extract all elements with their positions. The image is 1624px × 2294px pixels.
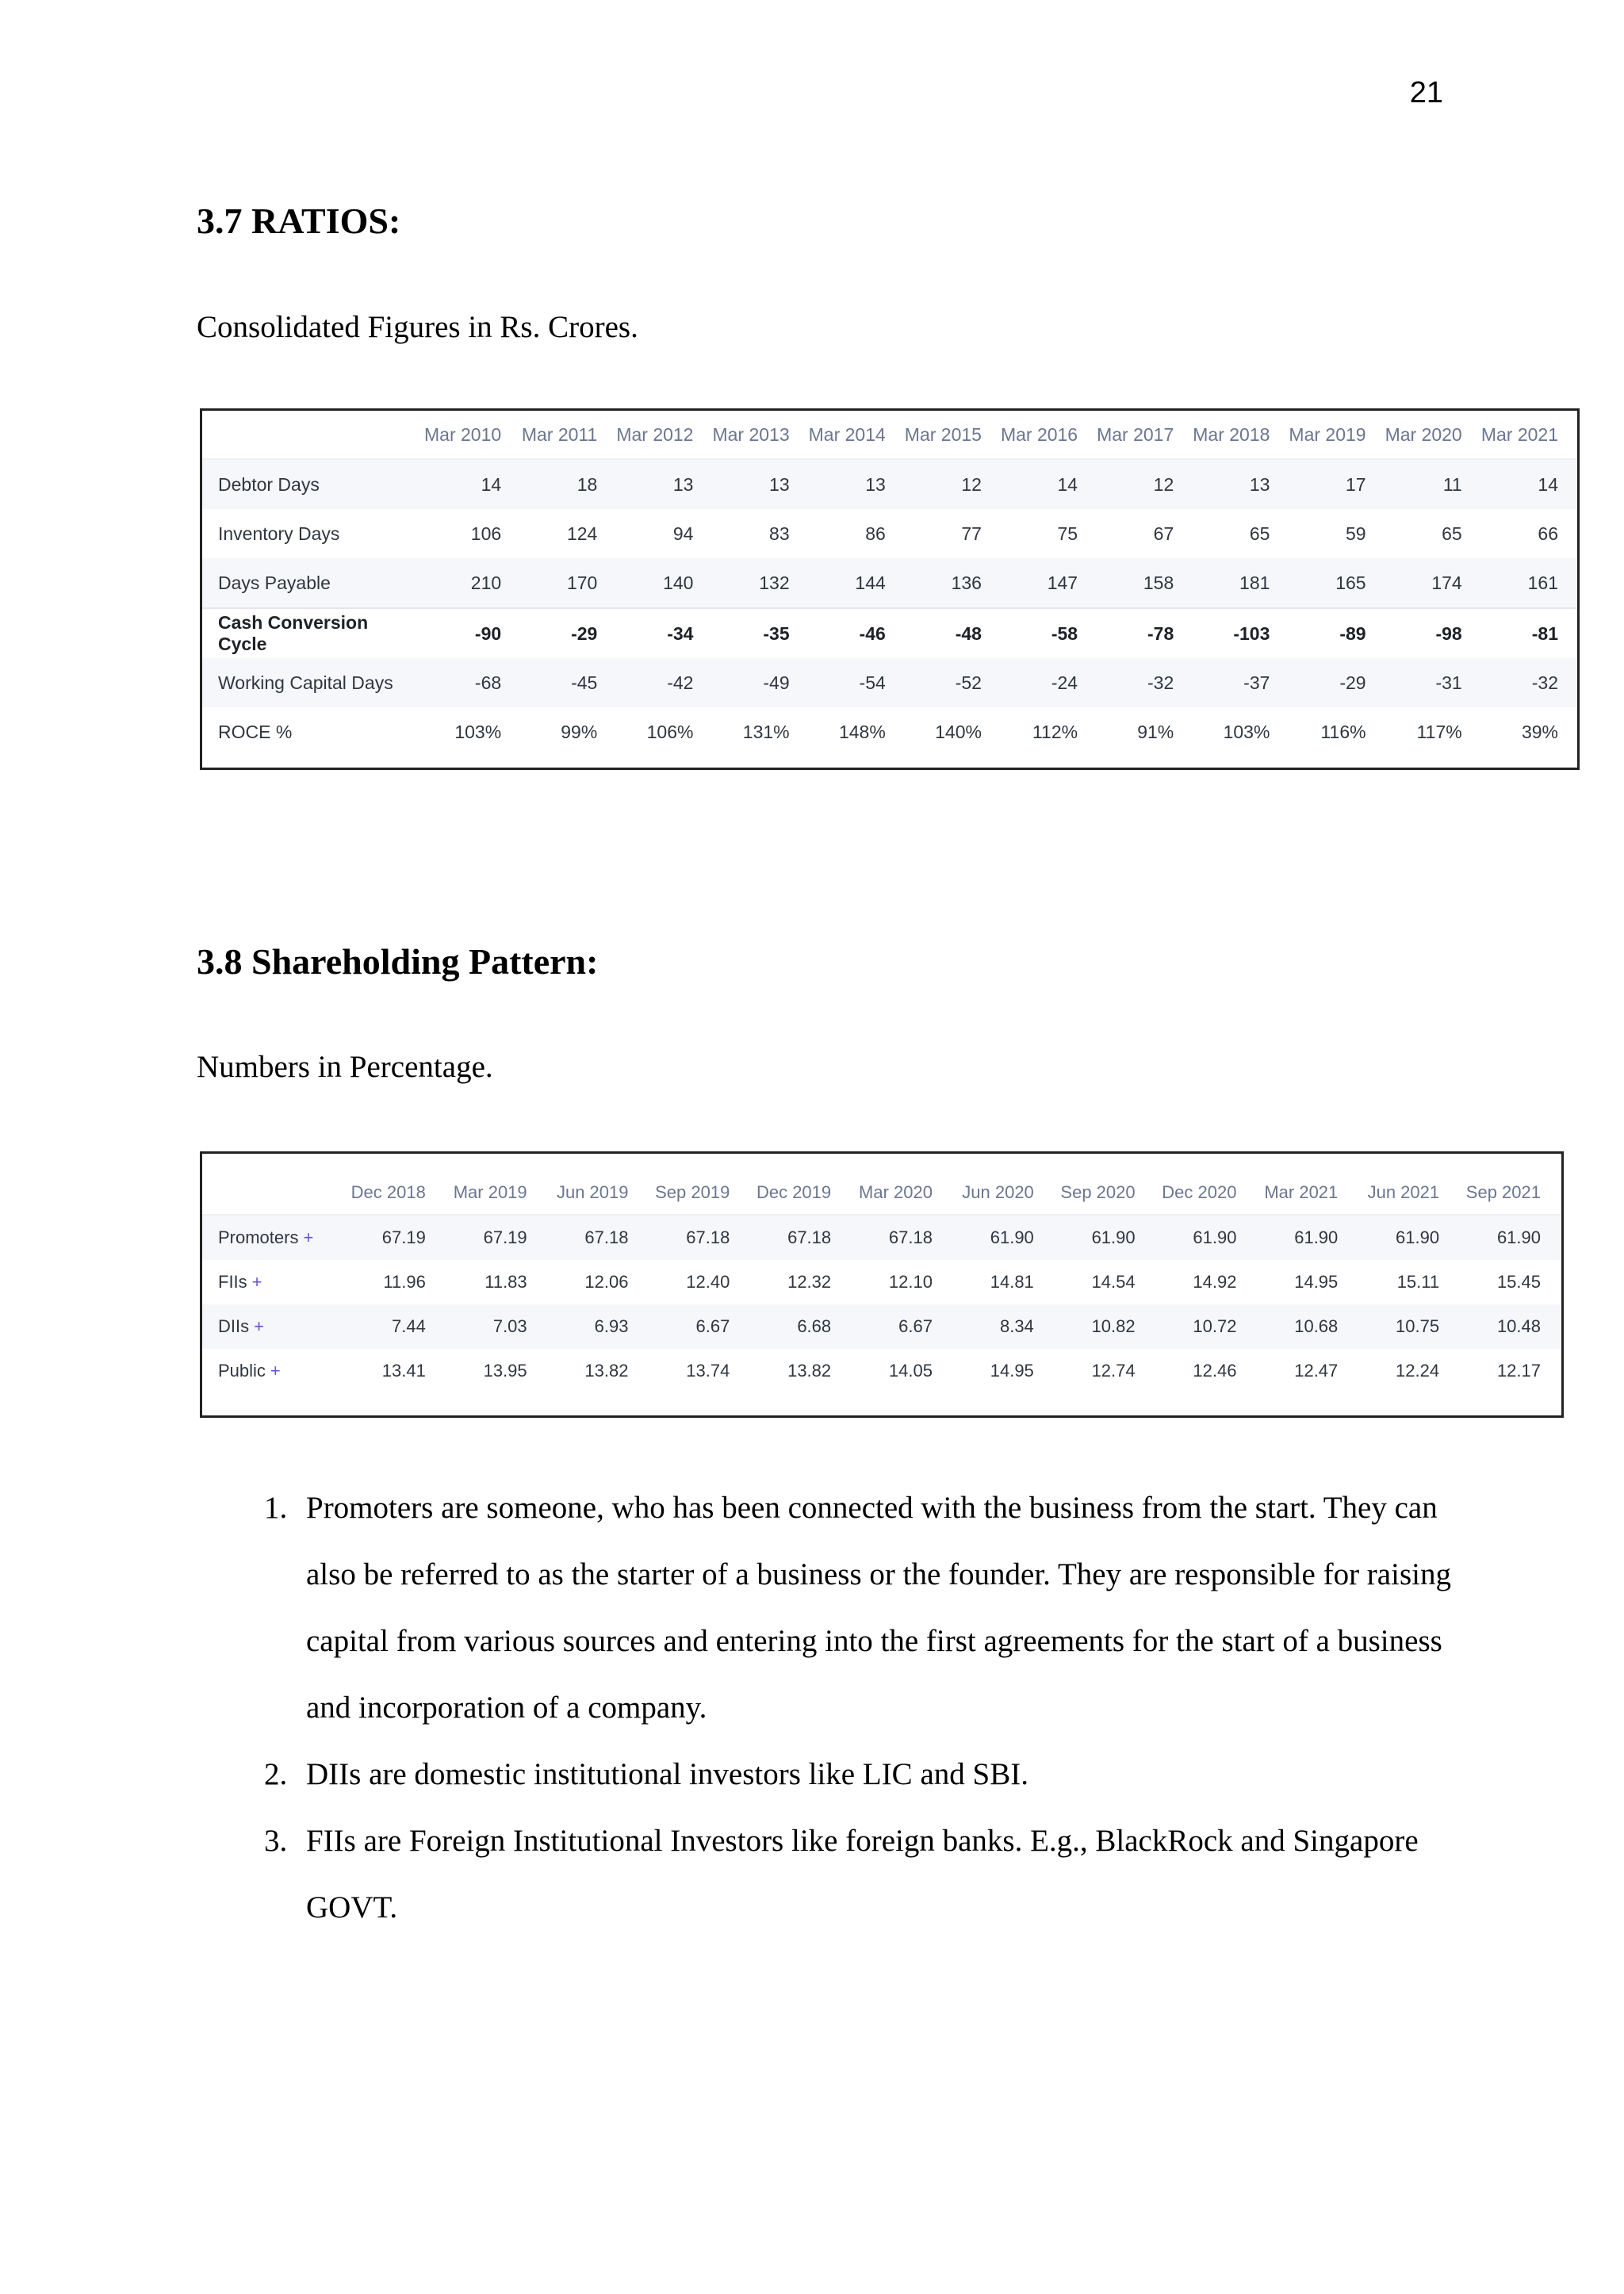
ratios-cell: 174 bbox=[1385, 558, 1481, 608]
ratios-row-label-text: Inventory Days bbox=[218, 523, 340, 544]
ratios-column-header: Mar 2021 bbox=[1481, 411, 1577, 459]
shareholding-column-header: Sep 2021 bbox=[1460, 1171, 1561, 1215]
ratios-cell: -31 bbox=[1385, 658, 1481, 707]
ratios-column-header: Mar 2011 bbox=[520, 411, 616, 459]
shareholding-cell: 67.18 bbox=[548, 1215, 649, 1260]
expand-plus-icon[interactable]: + bbox=[251, 1272, 262, 1292]
ratios-row-label bbox=[202, 608, 424, 658]
shareholding-cell: 12.32 bbox=[750, 1260, 852, 1304]
shareholding-cell: 61.90 bbox=[1358, 1215, 1460, 1260]
shareholding-cell: 67.19 bbox=[446, 1215, 548, 1260]
shareholding-cell: 12.47 bbox=[1257, 1349, 1358, 1393]
shareholding-table-frame bbox=[200, 1151, 1564, 1418]
shareholding-cell: 13.95 bbox=[446, 1349, 548, 1393]
shareholding-cell: 12.46 bbox=[1156, 1349, 1258, 1393]
shareholding-cell: 6.67 bbox=[852, 1304, 953, 1349]
shareholding-cell: 7.44 bbox=[345, 1304, 446, 1349]
shareholding-cell: 61.90 bbox=[1055, 1215, 1156, 1260]
ratios-row-label bbox=[202, 558, 424, 608]
shareholding-column-header: Mar 2020 bbox=[852, 1171, 953, 1215]
shareholding-row-label-text: Public bbox=[218, 1361, 266, 1381]
shareholding-heading: 3.8 Shareholding Pattern: bbox=[197, 941, 599, 982]
shareholding-cell: 67.19 bbox=[345, 1215, 446, 1260]
ratios-row-label-text: Days Payable bbox=[218, 572, 331, 593]
ratios-row bbox=[202, 707, 1577, 756]
ratios-column-header: Mar 2018 bbox=[1193, 411, 1289, 459]
ratios-cell: 13 bbox=[1193, 459, 1289, 509]
ratios-row-label-text: Cash Conversion Cycle bbox=[218, 612, 369, 654]
shareholding-cell: 61.90 bbox=[1460, 1215, 1561, 1260]
shareholding-row-label[interactable] bbox=[202, 1304, 345, 1349]
ratios-cell: -29 bbox=[520, 608, 616, 658]
ratios-cell: -37 bbox=[1193, 658, 1289, 707]
expand-plus-icon[interactable]: + bbox=[254, 1316, 264, 1336]
ratios-cell: 13 bbox=[616, 459, 712, 509]
shareholding-cell: 67.18 bbox=[750, 1215, 852, 1260]
ratios-table bbox=[202, 411, 1577, 756]
shareholding-column-header: Jun 2021 bbox=[1358, 1171, 1460, 1215]
ratios-cell: 124 bbox=[520, 509, 616, 558]
shareholding-row-label[interactable] bbox=[202, 1215, 345, 1260]
ratios-cell: 14 bbox=[1001, 459, 1097, 509]
ratios-cell: 13 bbox=[809, 459, 905, 509]
shareholding-cell: 13.82 bbox=[548, 1349, 649, 1393]
shareholding-cell: 6.68 bbox=[750, 1304, 852, 1349]
shareholding-cell: 6.93 bbox=[548, 1304, 649, 1349]
ratios-cell: 170 bbox=[520, 558, 616, 608]
shareholding-cell: 61.90 bbox=[1156, 1215, 1258, 1260]
shareholding-cell: 14.95 bbox=[1257, 1260, 1358, 1304]
shareholding-corner-header bbox=[202, 1171, 345, 1215]
shareholding-cell: 11.83 bbox=[446, 1260, 548, 1304]
ratios-column-header: Mar 2017 bbox=[1097, 411, 1193, 459]
notes-list bbox=[238, 1475, 1484, 1941]
ratios-cell: 106% bbox=[616, 707, 712, 756]
ratios-cell: 59 bbox=[1289, 509, 1385, 558]
ratios-cell: -54 bbox=[809, 658, 905, 707]
expand-plus-icon[interactable]: + bbox=[303, 1227, 314, 1247]
shareholding-table bbox=[202, 1171, 1561, 1393]
note-fiis: 3. FIIs are Foreign Institutional Investors like foreign banks. E.g., BlackRock and Singapore GOVT. bbox=[295, 1808, 1484, 1941]
ratios-subtitle: Consolidated Figures in Rs. Crores. bbox=[197, 310, 638, 344]
ratios-cell: 13 bbox=[712, 459, 808, 509]
ratios-column-header: Mar 2012 bbox=[616, 411, 712, 459]
note-promoters: 1. Promoters are someone, who has been connected with the business from the start. They can also be referred to as the starter of a business or the founder. They are responsible for raising capital from various sources and entering into the first agreements for the start of a business and incorporation of a company. bbox=[295, 1475, 1484, 1741]
shareholding-row bbox=[202, 1304, 1561, 1349]
ratios-row-label bbox=[202, 658, 424, 707]
ratios-cell: 158 bbox=[1097, 558, 1193, 608]
ratios-cell: 106 bbox=[424, 509, 520, 558]
ratios-cell: 181 bbox=[1193, 558, 1289, 608]
ratios-cell: 103% bbox=[1193, 707, 1289, 756]
ratios-cell: -103 bbox=[1193, 608, 1289, 658]
ratios-cell: 12 bbox=[905, 459, 1001, 509]
ratios-cell: 17 bbox=[1289, 459, 1385, 509]
shareholding-column-header: Sep 2019 bbox=[649, 1171, 750, 1215]
shareholding-cell: 15.11 bbox=[1358, 1260, 1460, 1304]
shareholding-column-header: Jun 2020 bbox=[953, 1171, 1055, 1215]
ratios-cell: 11 bbox=[1385, 459, 1481, 509]
ratios-column-header: Mar 2015 bbox=[905, 411, 1001, 459]
ratios-cell: 12 bbox=[1097, 459, 1193, 509]
ratios-cell: -78 bbox=[1097, 608, 1193, 658]
shareholding-cell: 12.40 bbox=[649, 1260, 750, 1304]
ratios-corner-header bbox=[202, 411, 424, 459]
ratios-cell: -42 bbox=[616, 658, 712, 707]
ratios-cell: -24 bbox=[1001, 658, 1097, 707]
shareholding-cell: 10.82 bbox=[1055, 1304, 1156, 1349]
ratios-cell: 136 bbox=[905, 558, 1001, 608]
shareholding-cell: 6.67 bbox=[649, 1304, 750, 1349]
shareholding-cell: 11.96 bbox=[345, 1260, 446, 1304]
ratios-body bbox=[202, 459, 1577, 756]
ratios-cell: 77 bbox=[905, 509, 1001, 558]
shareholding-cell: 7.03 bbox=[446, 1304, 548, 1349]
ratios-cell: -32 bbox=[1481, 658, 1577, 707]
shareholding-cell: 67.18 bbox=[649, 1215, 750, 1260]
ratios-cell: 65 bbox=[1385, 509, 1481, 558]
ratios-cell: 116% bbox=[1289, 707, 1385, 756]
ratios-cell: 103% bbox=[424, 707, 520, 756]
shareholding-cell: 14.05 bbox=[852, 1349, 953, 1393]
ratios-column-header: Mar 2019 bbox=[1289, 411, 1385, 459]
shareholding-cell: 10.48 bbox=[1460, 1304, 1561, 1349]
ratios-cell: 83 bbox=[712, 509, 808, 558]
ratios-cell: 161 bbox=[1481, 558, 1577, 608]
ratios-cell: 14 bbox=[1481, 459, 1577, 509]
shareholding-column-header: Sep 2020 bbox=[1055, 1171, 1156, 1215]
shareholding-cell: 12.06 bbox=[548, 1260, 649, 1304]
ratios-cell: 99% bbox=[520, 707, 616, 756]
ratios-cell: -49 bbox=[712, 658, 808, 707]
ratios-cell: 140% bbox=[905, 707, 1001, 756]
shareholding-header-row bbox=[202, 1171, 1561, 1215]
ratios-row-label bbox=[202, 509, 424, 558]
shareholding-cell: 13.41 bbox=[345, 1349, 446, 1393]
ratios-cell: -48 bbox=[905, 608, 1001, 658]
ratios-heading: 3.7 RATIOS: bbox=[197, 201, 401, 241]
ratios-cell: 66 bbox=[1481, 509, 1577, 558]
ratios-row-label-text: Working Capital Days bbox=[218, 672, 393, 693]
shareholding-column-header: Mar 2019 bbox=[446, 1171, 548, 1215]
ratios-cell: 165 bbox=[1289, 558, 1385, 608]
ratios-cell: 144 bbox=[809, 558, 905, 608]
shareholding-cell: 14.92 bbox=[1156, 1260, 1258, 1304]
ratios-cell: 14 bbox=[424, 459, 520, 509]
shareholding-cell: 13.82 bbox=[750, 1349, 852, 1393]
ratios-row-label-text: ROCE % bbox=[218, 721, 293, 742]
ratios-cell: 18 bbox=[520, 459, 616, 509]
ratios-row bbox=[202, 509, 1577, 558]
shareholding-cell: 14.95 bbox=[953, 1349, 1055, 1393]
ratios-cell: -89 bbox=[1289, 608, 1385, 658]
shareholding-row-label-text: DIIs bbox=[218, 1316, 250, 1336]
ratios-column-header: Mar 2010 bbox=[424, 411, 520, 459]
shareholding-row bbox=[202, 1349, 1561, 1393]
shareholding-row-label-text: FIIs bbox=[218, 1272, 247, 1292]
shareholding-cell: 10.75 bbox=[1358, 1304, 1460, 1349]
shareholding-row-label-text: Promoters bbox=[218, 1227, 299, 1247]
shareholding-column-header: Dec 2019 bbox=[750, 1171, 852, 1215]
ratios-cell: 117% bbox=[1385, 707, 1481, 756]
shareholding-row-label[interactable] bbox=[202, 1349, 345, 1393]
shareholding-cell: 10.68 bbox=[1257, 1304, 1358, 1349]
ratios-cell: 148% bbox=[809, 707, 905, 756]
shareholding-cell: 61.90 bbox=[953, 1215, 1055, 1260]
ratios-column-header: Mar 2020 bbox=[1385, 411, 1481, 459]
ratios-row bbox=[202, 608, 1577, 658]
ratios-cell: 131% bbox=[712, 707, 808, 756]
shareholding-column-header: Dec 2020 bbox=[1156, 1171, 1258, 1215]
ratios-cell: -68 bbox=[424, 658, 520, 707]
shareholding-cell: 12.17 bbox=[1460, 1349, 1561, 1393]
ratios-cell: -45 bbox=[520, 658, 616, 707]
ratios-column-header: Mar 2016 bbox=[1001, 411, 1097, 459]
ratios-row-label bbox=[202, 707, 424, 756]
ratios-cell: -81 bbox=[1481, 608, 1577, 658]
ratios-cell: 112% bbox=[1001, 707, 1097, 756]
shareholding-cell: 8.34 bbox=[953, 1304, 1055, 1349]
shareholding-cell: 12.24 bbox=[1358, 1349, 1460, 1393]
ratios-cell: 86 bbox=[809, 509, 905, 558]
shareholding-row bbox=[202, 1260, 1561, 1304]
ratios-cell: -29 bbox=[1289, 658, 1385, 707]
ratios-cell: 91% bbox=[1097, 707, 1193, 756]
shareholding-column-header: Jun 2019 bbox=[548, 1171, 649, 1215]
ratios-cell: -98 bbox=[1385, 608, 1481, 658]
shareholding-cell: 12.10 bbox=[852, 1260, 953, 1304]
shareholding-subtitle: Numbers in Percentage. bbox=[197, 1050, 493, 1084]
ratios-header-row bbox=[202, 411, 1577, 459]
shareholding-row bbox=[202, 1215, 1561, 1260]
ratios-cell: 132 bbox=[712, 558, 808, 608]
ratios-cell: -46 bbox=[809, 608, 905, 658]
ratios-column-header: Mar 2014 bbox=[809, 411, 905, 459]
ratios-row bbox=[202, 558, 1577, 608]
ratios-column-header: Mar 2013 bbox=[712, 411, 808, 459]
ratios-cell: 67 bbox=[1097, 509, 1193, 558]
ratios-cell: 140 bbox=[616, 558, 712, 608]
shareholding-cell: 15.45 bbox=[1460, 1260, 1561, 1304]
shareholding-cell: 61.90 bbox=[1257, 1215, 1358, 1260]
ratios-cell: 94 bbox=[616, 509, 712, 558]
ratios-cell: -34 bbox=[616, 608, 712, 658]
ratios-cell: 75 bbox=[1001, 509, 1097, 558]
shareholding-cell: 13.74 bbox=[649, 1349, 750, 1393]
shareholding-cell: 12.74 bbox=[1055, 1349, 1156, 1393]
ratios-table-frame bbox=[200, 408, 1580, 770]
shareholding-cell: 67.18 bbox=[852, 1215, 953, 1260]
ratios-row-label bbox=[202, 459, 424, 509]
shareholding-column-header: Dec 2018 bbox=[345, 1171, 446, 1215]
shareholding-column-header: Mar 2021 bbox=[1257, 1171, 1358, 1215]
note-diis: 2. DIIs are domestic institutional investors like LIC and SBI. bbox=[295, 1741, 1484, 1808]
ratios-cell: 65 bbox=[1193, 509, 1289, 558]
shareholding-row-label[interactable] bbox=[202, 1260, 345, 1304]
page-number: 21 bbox=[1409, 76, 1443, 109]
ratios-cell: -35 bbox=[712, 608, 808, 658]
ratios-row-label-text: Debtor Days bbox=[218, 473, 320, 495]
ratios-cell: 39% bbox=[1481, 707, 1577, 756]
expand-plus-icon[interactable]: + bbox=[270, 1361, 281, 1381]
ratios-cell: -90 bbox=[424, 608, 520, 658]
ratios-cell: 210 bbox=[424, 558, 520, 608]
shareholding-body bbox=[202, 1215, 1561, 1393]
ratios-row bbox=[202, 459, 1577, 509]
shareholding-cell: 10.72 bbox=[1156, 1304, 1258, 1349]
ratios-cell: -52 bbox=[905, 658, 1001, 707]
shareholding-cell: 14.54 bbox=[1055, 1260, 1156, 1304]
ratios-cell: -58 bbox=[1001, 608, 1097, 658]
ratios-row bbox=[202, 658, 1577, 707]
ratios-cell: -32 bbox=[1097, 658, 1193, 707]
ratios-cell: 147 bbox=[1001, 558, 1097, 608]
shareholding-cell: 14.81 bbox=[953, 1260, 1055, 1304]
